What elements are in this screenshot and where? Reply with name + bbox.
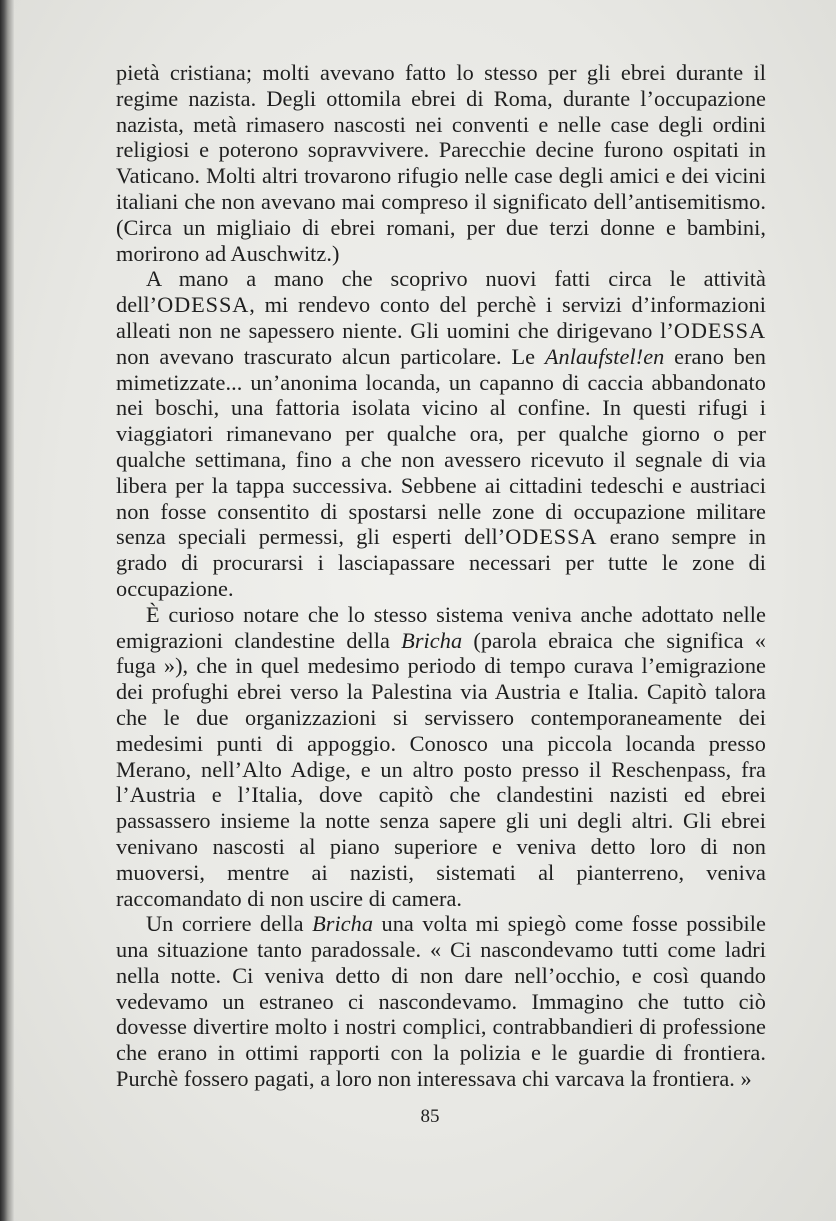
- text-run: , mi rendevo conto del perchè i servizi d’informazioni alleati non ne sapessero niente. Gli uomini che dirigevano l’: [116, 292, 766, 343]
- text-run: È curioso notare che lo stesso sistema veniva anche adottato nelle emigrazioni clandestine della: [116, 601, 766, 653]
- smallcaps-acronym: ODESSA: [157, 292, 250, 318]
- text-run: erano ben mimetizzate... un’anonima locanda, un capanno di caccia abbandonato nei boschi, una fattoria isolata vicino al confine. In questi rifugi i viaggiatori rimanevano per qualche ora, per qualche giorno o per qualche settimana, fino a che non avessero ricevuto il segnale di via libera per la tappa successiva. Sebbene ai cittadini tedeschi e austriaci non fosse consentito di spostarsi nelle zone di occupazione militare senza speciali permessi, gli esperti dell’: [116, 343, 766, 550]
- smallcaps-acronym: ODESSA: [673, 317, 766, 343]
- text-run: non avevano trascurato alcun particolare. Le: [116, 343, 545, 369]
- smallcaps-acronym: ODESSA: [505, 524, 598, 550]
- text-run: pietà cristiana; molti avevano fatto lo stesso per gli ebrei durante il regime nazista. Degli ottomila ebrei di Roma, durante l’occupazione nazista, metà rimasero nascosti nei conventi e nelle case degli ordini religiosi e poterono sopravvivere. Parecchie decine furono ospitati in Vaticano. Molti altri trovarono rifugio nelle case degli amici e dei vicini italiani che non avevano mai compreso il significato dell’antisemitismo. (Circa un migliaio di ebrei romani, per due terzi donne e bambini, morirono ad Auschwitz.): [116, 60, 766, 266]
- text-run: (parola ebraica che significa « fuga »), che in quel medesimo periodo di tempo curava l’emigrazione dei profughi ebrei verso la Palestina via Austria e Italia. Capitò talora che le due organizzazioni si servissero contemporaneamente dei medesimi punti di appoggio. Conosco una piccola locanda presso Merano, nell’Alto Adige, e un altro posto presso il Reschenpass, fra l’Austria e l’Italia, dove capitò che clandestini nazisti ed ebrei passassero insieme la notte senza sapere gli uni degli altri. Gli ebrei venivano nascosti al piano superiore e veniva detto loro di non muoversi, mentre ai nazisti, sistemati al pianterreno, veniva raccomandato di non uscire di camera.: [116, 627, 766, 911]
- book-spine-shadow: [0, 0, 14, 1221]
- body-text: [116, 60, 766, 1092]
- paragraph-3: [116, 602, 766, 912]
- paragraph-1: [116, 60, 766, 266]
- italic-term: Bricha: [312, 911, 374, 937]
- italic-term: Anlaufstel!en: [544, 343, 665, 369]
- text-run: una volta mi spiegò come fosse possibile una situazione tanto paradossale. « Ci nascondevamo tutti come ladri nella notte. Ci veniva detto di non dare nell’occhio, e così quando vedevamo un estraneo ci nascondevamo. Immagino che tutto ciò dovesse divertire molto i nostri complici, contrabbandieri di professione che erano in ottimi rapporti con la polizia e le guardie di frontiera. Purchè fossero pagati, a loro non interessava chi varcava la frontiera. »: [116, 911, 766, 1092]
- paragraph-4: [116, 911, 766, 1092]
- text-run: A mano a mano che scoprivo nuovi fatti circa le attività dell’: [116, 266, 766, 318]
- paragraph-2: [116, 266, 766, 601]
- italic-term: Bricha: [401, 627, 463, 653]
- text-run: Un corriere della: [146, 911, 313, 937]
- page-number: 85: [420, 1106, 440, 1127]
- text-run: erano sempre in grado di procurarsi i lasciapassare necessari per tutte le zone di occupazione.: [116, 524, 766, 601]
